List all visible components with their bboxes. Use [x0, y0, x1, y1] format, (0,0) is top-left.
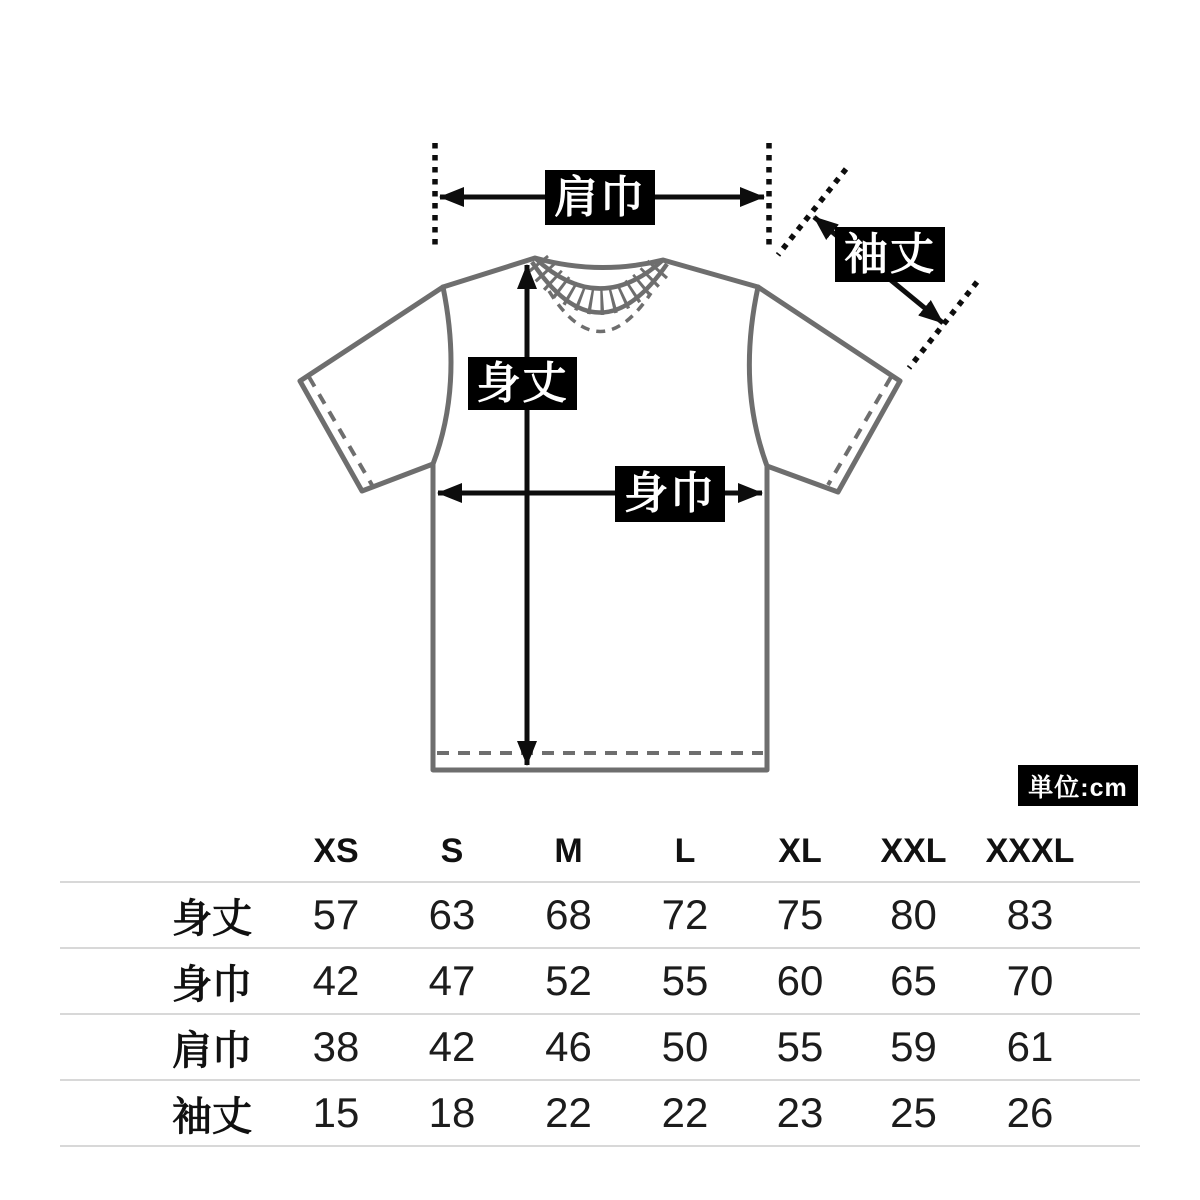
table-row-sleeve-length — [60, 1081, 1140, 1147]
size-value-cell: 57 — [312, 891, 360, 938]
body-length-label: 身丈 — [468, 357, 577, 410]
size-value-cell: 42 — [428, 1023, 476, 1070]
table-row-body-length — [60, 883, 1140, 949]
size-value-cell: 68 — [545, 891, 592, 938]
size-value-cell: 42 — [312, 957, 360, 1004]
size-table-header-row — [60, 822, 1140, 883]
table-row-shoulder-width — [60, 1015, 1140, 1081]
sleeve-guide-bottom — [909, 282, 977, 368]
size-value-cell: 46 — [545, 1023, 592, 1070]
size-value-cell: 47 — [428, 957, 476, 1004]
measurement-row-label: 身巾 — [172, 962, 252, 1007]
sleeve-length-label: 袖丈 — [835, 227, 945, 282]
table-row-body-width — [60, 949, 1140, 1015]
body-width-label: 身巾 — [615, 466, 725, 522]
size-column-header: XXXL — [985, 832, 1075, 870]
size-value-cell: 22 — [661, 1089, 709, 1136]
size-table — [60, 822, 1140, 1147]
shoulder-width-label: 肩巾 — [545, 170, 655, 225]
size-value-cell: 59 — [890, 1023, 937, 1070]
measurement-row-label: 肩巾 — [172, 1028, 252, 1073]
measurement-row-label: 袖丈 — [172, 1094, 252, 1139]
size-column-header: L — [674, 832, 696, 870]
measurement-row-label: 身丈 — [172, 896, 252, 941]
size-column-header: XXL — [880, 832, 947, 870]
size-value-cell: 80 — [890, 891, 937, 938]
size-column-header: S — [440, 832, 464, 870]
size-value-cell: 15 — [312, 1089, 360, 1136]
size-value-cell: 65 — [890, 957, 937, 1004]
size-value-cell: 63 — [428, 891, 476, 938]
size-column-header: M — [554, 832, 583, 870]
size-value-cell: 22 — [545, 1089, 592, 1136]
size-value-cell: 60 — [776, 957, 824, 1004]
size-value-cell: 52 — [545, 957, 592, 1004]
size-column-header: XS — [313, 832, 359, 870]
size-value-cell: 26 — [1006, 1089, 1054, 1136]
size-value-cell: 23 — [776, 1089, 824, 1136]
unit-label: 単位:cm — [1018, 765, 1138, 806]
size-value-cell: 55 — [776, 1023, 824, 1070]
size-value-cell: 18 — [428, 1089, 476, 1136]
size-value-cell: 72 — [661, 891, 709, 938]
size-value-cell: 70 — [1006, 957, 1054, 1004]
size-value-cell: 25 — [890, 1089, 937, 1136]
size-value-cell: 55 — [661, 957, 709, 1004]
tshirt-outline — [300, 258, 900, 770]
size-value-cell: 83 — [1006, 891, 1054, 938]
size-value-cell: 75 — [776, 891, 824, 938]
size-value-cell: 38 — [312, 1023, 360, 1070]
size-value-cell: 61 — [1006, 1023, 1054, 1070]
size-column-header: XL — [778, 832, 822, 870]
size-value-cell: 50 — [661, 1023, 709, 1070]
